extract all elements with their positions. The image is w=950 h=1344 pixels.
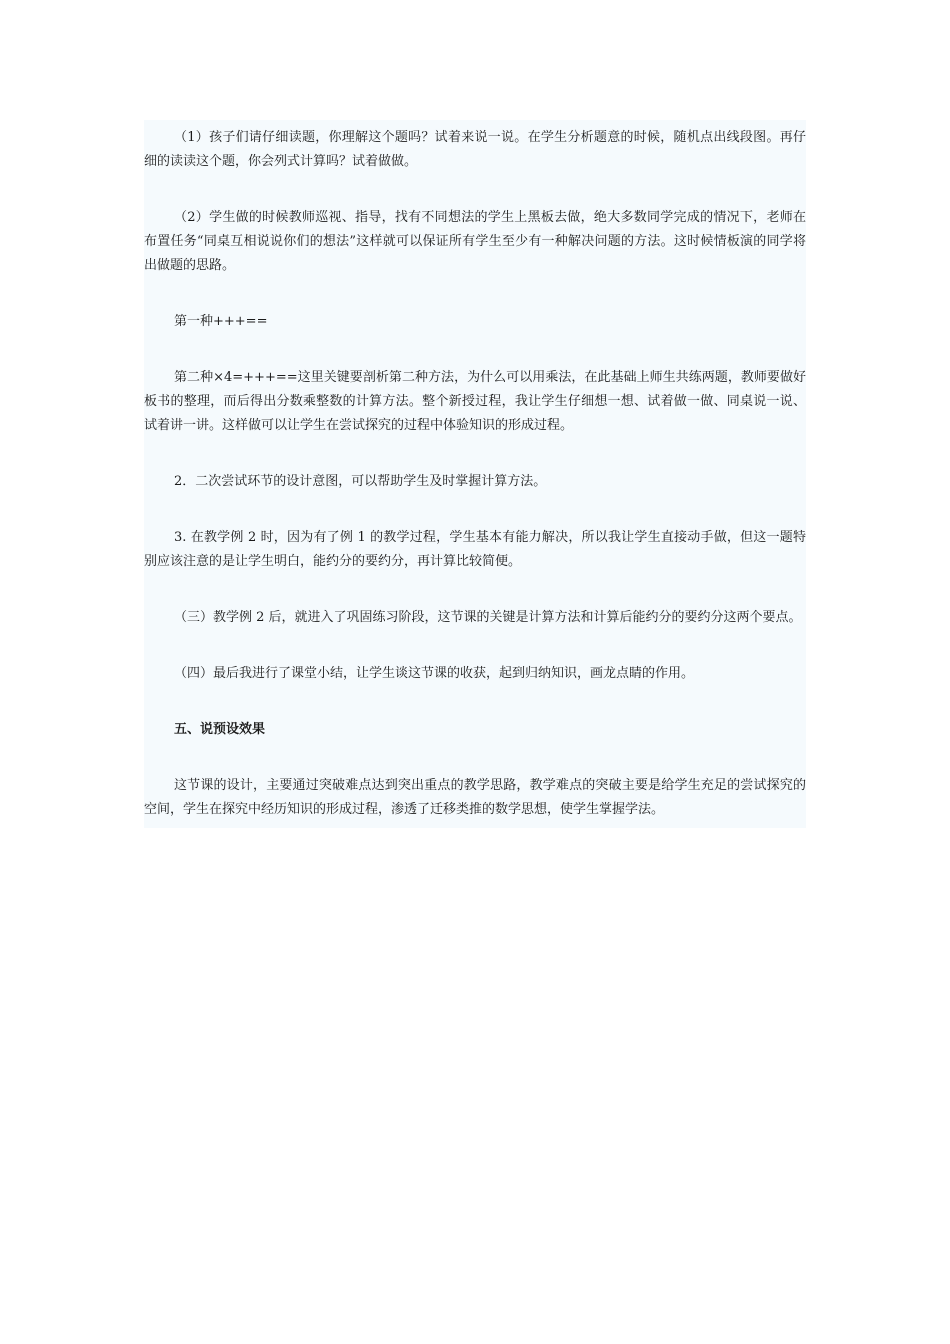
paragraph-5: 2．二次尝试环节的设计意图，可以帮助学生及时掌握计算方法。 xyxy=(174,474,547,489)
paragraph-gap xyxy=(144,748,806,768)
paragraph-6: 3. 在教学例 2 时，因为有了例 1 的教学过程，学生基本有能力解决，所以我让学生直接动手做，但这一题特别应该注意的是让学生明白，能约分的要约分，再计算比较简便。 xyxy=(144,530,806,569)
paragraph-gap xyxy=(144,284,806,304)
paragraph-1: （1）孩子们请仔细读题，你理解这个题吗？试着来说一说。在学生分析题意的时候，随机点出线段图。再仔细的读读这个题，你会列式计算吗？试着做做。 xyxy=(144,130,806,169)
paragraph-gap xyxy=(144,692,806,712)
paragraph-gap xyxy=(144,180,806,200)
paragraph-3: 第一种+++== xyxy=(174,314,268,329)
paragraph-2: （2）学生做的时候教师巡视、指导，找有不同想法的学生上黑板去做，绝大多数同学完成的情况下，老师在布置任务“同桌互相说说你们的想法”这样就可以保证所有学生至少有一种解决问题的方法。这时候情板演的同学将出做题的思路。 xyxy=(144,210,806,273)
paragraph-gap xyxy=(144,340,806,360)
paragraph-gap xyxy=(144,500,806,520)
section-heading: 五、说预设效果 xyxy=(174,722,266,737)
paragraph-7: （三）教学例 2 后，就进入了巩固练习阶段，这节课的关键是计算方法和计算后能约分的要约分这两个要点。 xyxy=(174,610,802,625)
paragraph-gap xyxy=(144,444,806,464)
document-body xyxy=(144,120,806,828)
paragraph-8: （四）最后我进行了课堂小结，让学生谈这节课的收获，起到归纳知识，画龙点睛的作用。 xyxy=(174,666,695,681)
paragraph-9: 这节课的设计，主要通过突破难点达到突出重点的教学思路，教学难点的突破主要是给学生充足的尝试探究的空间，学生在探究中经历知识的形成过程，渗透了迁移类推的数学思想，使学生掌握学法。 xyxy=(144,778,806,817)
paragraph-gap xyxy=(144,636,806,656)
paragraph-4: 第二种×4=+++==这里关键要剖析第二种方法，为什么可以用乘法，在此基础上师生共练两题，教师要做好板书的整理，而后得出分数乘整数的计算方法。整个新授过程，我让学生仔细想一想、试着做一做、同桌说一说、试着讲一讲。这样做可以让学生在尝试探究的过程中体验知识的形成过程。 xyxy=(144,370,806,433)
paragraph-gap xyxy=(144,580,806,600)
